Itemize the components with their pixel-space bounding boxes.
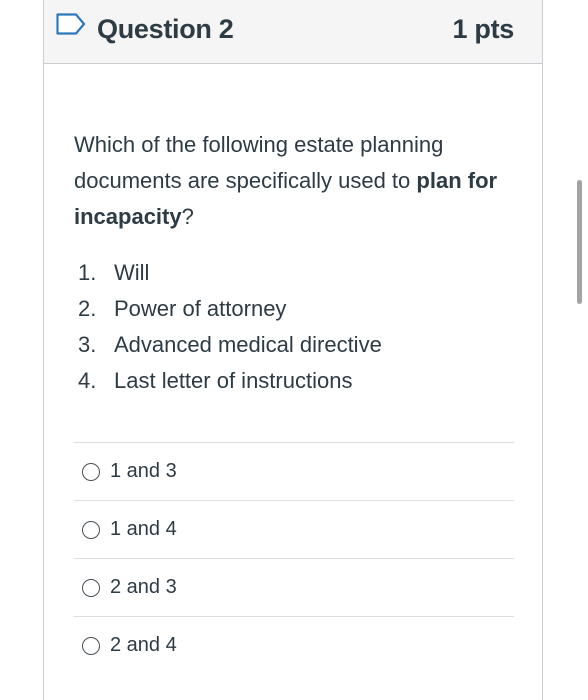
radio-button[interactable] bbox=[82, 637, 100, 655]
question-points: 1 pts bbox=[452, 14, 514, 44]
document-number: 1. bbox=[78, 260, 97, 285]
document-number: 3. bbox=[78, 332, 97, 357]
question-text-bold: plan for incapacity bbox=[74, 168, 498, 229]
document-item bbox=[78, 255, 382, 291]
question-card bbox=[43, 0, 543, 700]
radio-button[interactable] bbox=[82, 521, 100, 539]
radio-button[interactable] bbox=[82, 463, 100, 481]
document-label: Advanced medical directive bbox=[114, 332, 382, 357]
question-text-before: Which of the following estate planning documents are specifically used to bbox=[74, 132, 444, 193]
flag-outline-icon[interactable] bbox=[56, 13, 86, 35]
document-number: 2. bbox=[78, 296, 97, 321]
document-item bbox=[78, 363, 382, 399]
document-list bbox=[78, 255, 382, 399]
document-item bbox=[78, 327, 382, 363]
answer-label[interactable]: 2 and 3 bbox=[110, 576, 177, 598]
answer-label[interactable]: 2 and 4 bbox=[110, 634, 177, 656]
document-label: Power of attorney bbox=[114, 296, 287, 321]
question-header bbox=[44, 0, 542, 64]
answer-option-1[interactable] bbox=[74, 442, 514, 500]
question-text bbox=[74, 127, 519, 235]
answer-label[interactable]: 1 and 3 bbox=[110, 460, 177, 482]
answer-label[interactable]: 1 and 4 bbox=[110, 518, 177, 540]
document-number: 4. bbox=[78, 368, 97, 393]
document-label: Will bbox=[114, 260, 150, 285]
question-text-after: ? bbox=[181, 204, 194, 229]
answer-option-4[interactable] bbox=[74, 616, 514, 674]
document-label: Last letter of instructions bbox=[114, 368, 353, 393]
answer-choices bbox=[74, 442, 514, 674]
scrollbar-thumb[interactable] bbox=[577, 180, 582, 304]
answer-option-3[interactable] bbox=[74, 558, 514, 616]
document-item bbox=[78, 291, 382, 327]
answer-option-2[interactable] bbox=[74, 500, 514, 558]
question-title: Question 2 bbox=[97, 14, 234, 44]
radio-button[interactable] bbox=[82, 579, 100, 597]
